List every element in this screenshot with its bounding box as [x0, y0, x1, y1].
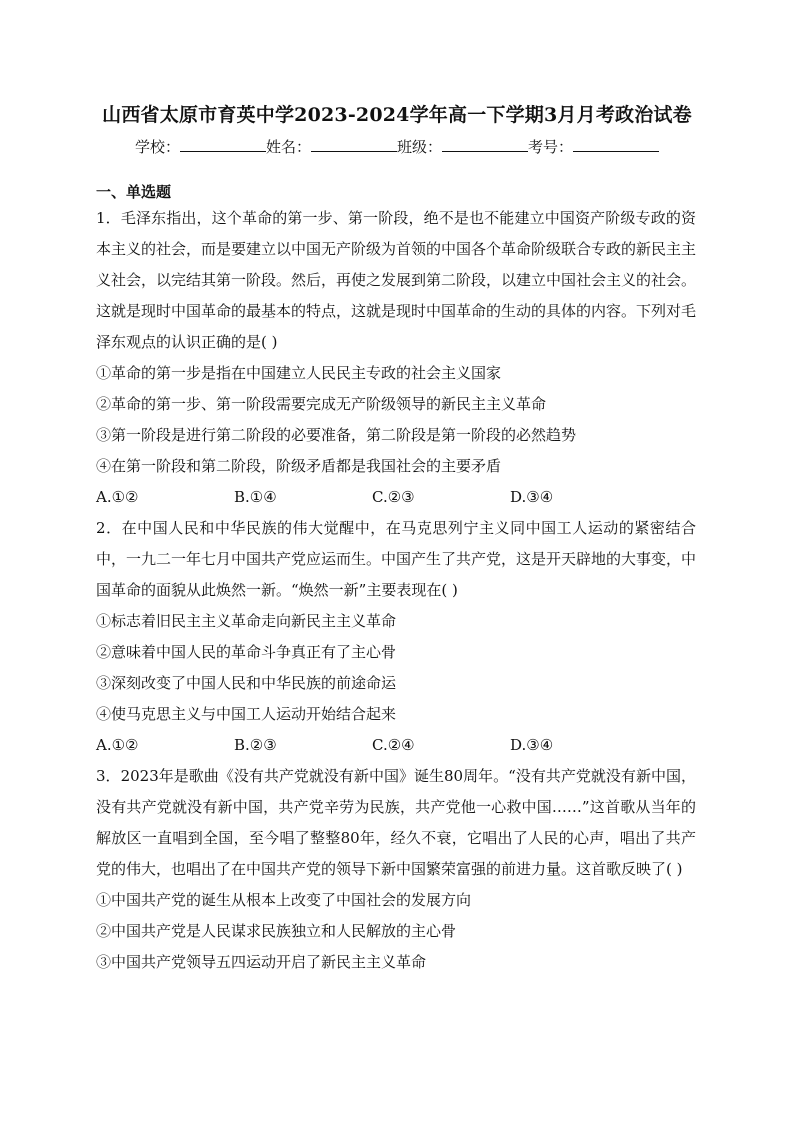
page-title: 山西省太原市育英中学2023-2024学年高一下学期3月月考政治试卷 [102, 104, 692, 126]
option-c: C.②③ [372, 488, 415, 506]
option-b: B.①④ [234, 488, 277, 506]
statement-item: ①革命的第一步是指在中国建立人民民主专政的社会主义国家 [96, 364, 502, 382]
statement-item: ①中国共产党的诞生从根本上改变了中国社会的发展方向 [96, 891, 472, 909]
answer-options [96, 482, 696, 513]
option-d: D.③④ [510, 736, 554, 754]
statement-item: ①标志着旧民主主义革命走向新民主主义革命 [96, 612, 397, 630]
statement-item: ②革命的第一步、第一阶段需要完成无产阶级领导的新民主主义革命 [96, 395, 547, 413]
statement-item: ②意味着中国人民的革命斗争真正有了主心骨 [96, 643, 397, 661]
answer-options [96, 730, 696, 761]
school-blank [180, 137, 266, 152]
name-blank [311, 137, 397, 152]
class-label: 班级： [397, 138, 443, 156]
number-label: 考号： [528, 138, 574, 156]
statement-item: ④在第一阶段和第二阶段，阶级矛盾都是我国社会的主要矛盾 [96, 457, 502, 475]
class-blank [442, 137, 528, 152]
option-d: D.③④ [510, 488, 554, 506]
questions-content [96, 203, 696, 978]
statement-item: ②中国共产党是人民谋求民族独立和人民解放的主心骨 [96, 922, 457, 940]
number-blank [573, 137, 659, 152]
statement-item: ③第一阶段是进行第二阶段的必要准备，第二阶段是第一阶段的必然趋势 [96, 426, 577, 444]
statement-item: ③深刻改变了中国人民和中华民族的前途命运 [96, 674, 397, 692]
question-2 [96, 513, 696, 761]
option-c: C.②④ [372, 736, 415, 754]
statement-item: ③中国共产党领导五四运动开启了新民主主义革命 [96, 953, 427, 971]
question-3 [96, 761, 696, 978]
school-label: 学校： [134, 138, 180, 156]
student-info-line [0, 136, 794, 157]
question-stem: 2．在中国人民和中华民族的伟大觉醒中，在马克思列宁主义同中国工人运动的紧密结合中，一九二一年七月中国共产党应运而生。中国产生了共产党，这是开天辟地的大事变，中国革命的面貌从此焕然一新。“焕然一新”主要表现在( ) [96, 519, 697, 599]
statement-item: ④使马克思主义与中国工人运动开始结合起来 [96, 705, 397, 723]
question-stem: 3．2023年是歌曲《没有共产党就没有新中国》诞生80周年。“没有共产党就没有新中国，没有共产党就没有新中国，共产党辛劳为民族，共产党他一心救中国……”这首歌从当年的解放区一直唱到全国，至今唱了整整80年，经久不衰，它唱出了人民的心声，唱出了共产党的伟大，也唱出了在中国共产党的领导下新中国繁荣富强的前进力量。这首歌反映了( ) [96, 767, 696, 878]
option-b: B.②③ [234, 736, 277, 754]
question-1 [96, 203, 696, 513]
name-label: 姓名： [265, 138, 311, 156]
option-a: A.①② [96, 488, 139, 506]
section-title: 一、单选题 [96, 183, 172, 201]
option-a: A.①② [96, 736, 139, 754]
question-stem: 1．毛泽东指出，这个革命的第一步、第一阶段，绝不是也不能建立中国资产阶级专政的资本主义的社会，而是要建立以中国无产阶级为首领的中国各个革命阶级联合专政的新民主主义社会，以完结其第一阶段。然后，再使之发展到第二阶段，以建立中国社会主义的社会。这就是现时中国革命的最基本的特点，这就是现时中国革命的生动的具体的内容。下列对毛泽东观点的认识正确的是( ) [96, 209, 697, 351]
